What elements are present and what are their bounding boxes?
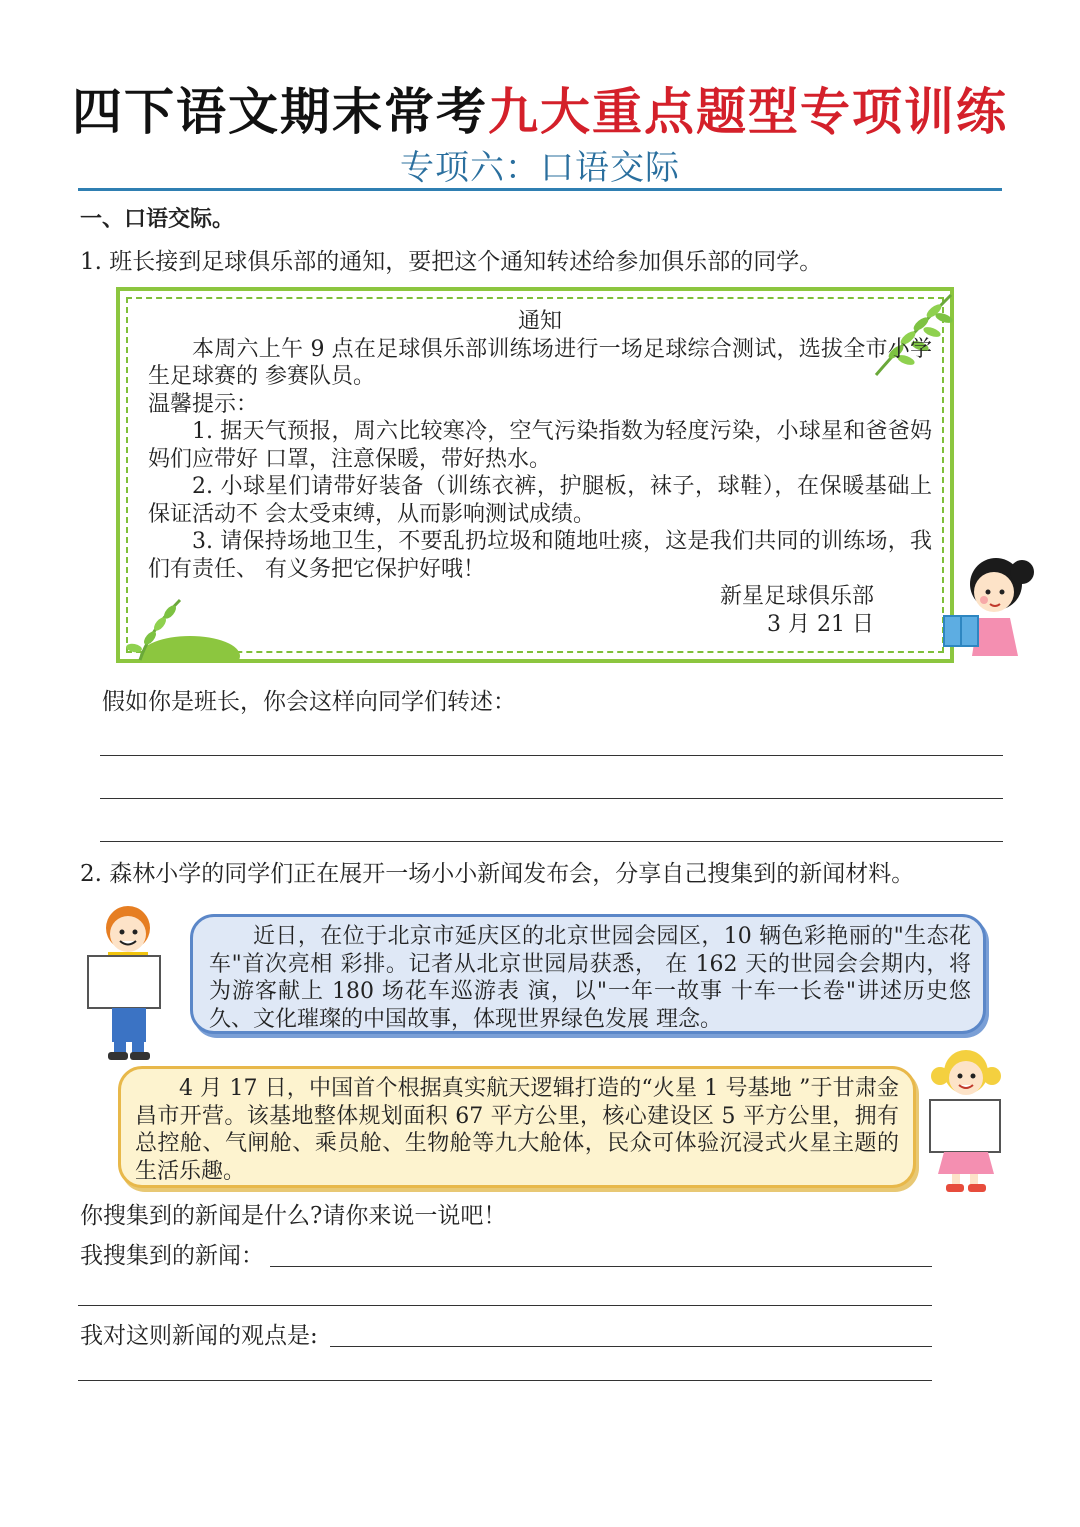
news-ask-prompt: 你搜集到的新闻是什么?请你来说一说吧！ <box>80 1203 507 1229</box>
notice-tip-3: 3. 请保持场地卫生，不要乱扔垃圾和随地吐痰，这是我们共同的训练场，我们有责任、 有义务把它保护好哦！ <box>148 529 932 582</box>
notice-date: 3 月 21 日 <box>767 611 874 637</box>
collected-news-line-2[interactable] <box>78 1305 932 1306</box>
answer-line-3[interactable] <box>100 841 1003 842</box>
girl-reading-icon <box>938 552 1040 664</box>
answer-line-2[interactable] <box>100 798 1003 799</box>
news-bubble-1 <box>190 914 986 1034</box>
collected-news-label: 我搜集到的新闻： <box>80 1243 264 1269</box>
opinion-line-1[interactable] <box>330 1346 932 1347</box>
opinion-label: 我对这则新闻的观点是: <box>80 1323 318 1349</box>
notice-paragraph: 本周六上午 9 点在足球俱乐部训练场进行一场足球综合测试，选拔全市小学生足球赛的 参赛队员。 <box>148 336 932 389</box>
header-divider <box>78 188 1002 191</box>
notice-title: 通知 <box>517 309 562 334</box>
notice-tips-heading: 温馨提示： <box>148 391 259 417</box>
title-red-part: 九大重点题型专项训练 <box>488 83 1008 141</box>
notice-tip-2: 2. 小球星们请带好装备（训练衣裤，护腿板，袜子，球鞋），在保暖基础上保证活动不 会太受束缚，从而影响测试成绩。 <box>148 474 932 527</box>
answer-line-1[interactable] <box>100 755 1003 756</box>
answer-prompt: 假如你是班长，你会这样向同学们转述： <box>102 689 516 715</box>
girl-holding-sign-icon <box>922 1046 1008 1194</box>
boy-holding-sign-icon <box>78 902 174 1062</box>
collected-news-line-1[interactable] <box>270 1266 932 1267</box>
news-2-text: 4 月 17 日，中国首个根据真实航天逻辑打造的“火星 1 号基地 ”于甘肃金昌市开营。该基地整体规划面积 67 平方公里，核心建设区 5 平方公里，拥有总控舱、气闸舱、乘员舱、生物舱等九大舱体，民众可体验沉浸式火星主题的生活乐趣。 <box>135 1076 899 1184</box>
title-black-part: 四下语文期末常考 <box>72 83 488 141</box>
opinion-line-2[interactable] <box>78 1380 932 1381</box>
question-2-prompt: 2. 森林小学的同学们正在展开一场小小新闻发布会，分享自己搜集到的新闻材料。 <box>80 861 915 887</box>
news-bubble-2 <box>118 1066 916 1188</box>
page-subtitle: 专项六：口语交际 <box>400 148 680 188</box>
page-title <box>0 80 1080 144</box>
notice-tip-1: 1. 据天气预报，周六比较寒冷，空气污染指数为轻度污染，小球星和爸爸妈妈们应带好 口罩，注意保暖，带好热水。 <box>148 419 932 472</box>
news-1-text: 近日，在位于北京市延庆区的北京世园会园区，10 辆色彩艳丽的"生态花车"首次亮相 彩排。记者从北京世园局获悉， 在 162 天的世园会会期内，将为游客献上 180 场花车巡游表 演，以"一年一故事 十车一长卷"讲述历史悠久、文化璀璨的中国故事，体现世界绿色发展 理念。 <box>209 924 971 1032</box>
section-heading: 一、口语交际。 <box>80 206 235 232</box>
notice-content <box>148 308 932 638</box>
question-1-prompt: 1. 班长接到足球俱乐部的通知，要把这个通知转述给参加俱乐部的同学。 <box>80 249 823 275</box>
notice-signature: 新星足球俱乐部 <box>719 584 874 609</box>
